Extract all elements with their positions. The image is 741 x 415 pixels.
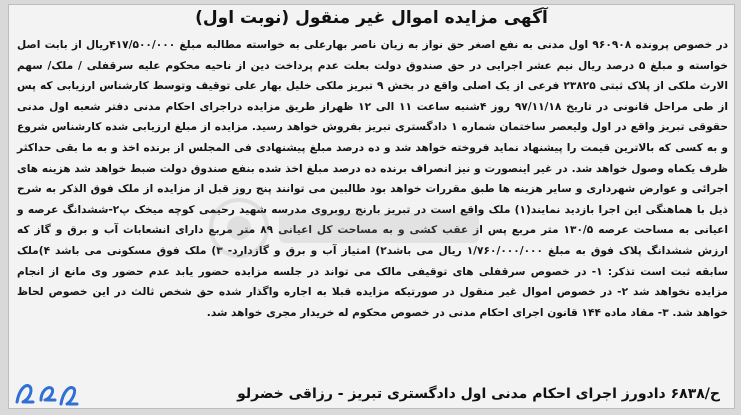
notice-title: آگهی مزایده اموال غیر منقول (نوبت اول) [195, 8, 548, 28]
newspaper-clipping [8, 4, 735, 409]
notice-body: در خصوص پرونده ۹۶۰۹۰۸ اول مدنی به نفع اصغر حق نواز به زیان ناصر بهارعلی به خواسته مطالبه مبلغ ۴۱۷/۵۰۰/۰۰۰ریال از بابت اصل خواسته و مبلغ ۵ درصد ریال نیم عشر اجرایی در حق صندوق دولت بعلت عدم پرداخت دین از ناحیه محکوم علیه سرقفلی / ملک/ سهم الارث ملکی از پلاک ثبتی ۲۳۸۲۵ فرعی از یک اصلی واقع در بخش ۹ تبریز ملکی خلیل بهار علی توقیف وتوسط کارشناس ارزیابی که پس از طی مراحل قانونی در تاریخ ۹۷/۱۱/۱۸ روز ۴شنبه ساعت ۱۱ الی ۱۲ ظهراز طریق مزایده دراجرای احکام مدنی دفتر شعبه اول مدنی حقوقی تبریز واقع در اول ولیعصر ساختمان شماره ۱ دادگستری تبریز بفروش خواهد رسید. مزایده از مبلغ ارزیابی شده کارشناس شروع و به کسی که بالاترین قیمت را پیشنهاد نماید فروخته خواهد شد و ده درصد مبلغ پیشنهادی فی المجلس از برنده اخذ و به ما بقی حداکثر ظرف یکماه وصول خواهد شد. در غیر اینصورت و نیز انصراف برنده ده درصد مبلغ اخذ شده بنفع صندوق دولت ضبط خواهد شد هزینه های اجرائی و عوارض شهرداری و سایر هزینه ها طبق مقررات خواهد بود طالبین می توانند پنج روز قبل از مزایده از ملک فوق الذکر به شرح ذیل با هماهنگی این اجرا بازدید نمایند(۱) ملک واقع است در تبریز بارنج روبروی مدرسه شهید رحیمی کوچه میخک پ۲-ششدانگ عرصه و اعیانی به مساحت عرصه ۱۳۰/۵ متر مربع پس از عقب کشی و به مساحت کل اعیانی ۸۹ متر مربع دارای انشعابات آب و برق و گاز که ارزش ششدانگ پلاک فوق به مبلغ ۱/۷۶۰/۰۰۰/۰۰۰ ریال می باشد۲) امتیاز آب و برق و گازدارد- ۳) ملک فوق مسکونی می باشد ۴)ملک سابقه ثبت است تذکر: ۱- در خصوص سرقفلی های توقیفی مالک می تواند در جلسه مزایده حضور یابد عدم حضور وی مانع از انجام مزایده نخواهد شد ۲- در خصوص اموال غیر منقول در صورتیکه مزایده قبلا به اجاره واگذار شده حق شخص ثالث در این خصوص لحاظ خواهد شد. ۳- مفاد ماده ۱۴۴ قانون اجرای احکام مدنی در خصوص محکوم له خریدار مجری خواهد شد. [17, 39, 729, 319]
handwritten-number [11, 376, 81, 410]
notice-signature: ح/۶۸۳۸ دادورز اجرای احکام مدنی اول دادگستری تبریز - رزاقی خضرلو [237, 386, 720, 402]
